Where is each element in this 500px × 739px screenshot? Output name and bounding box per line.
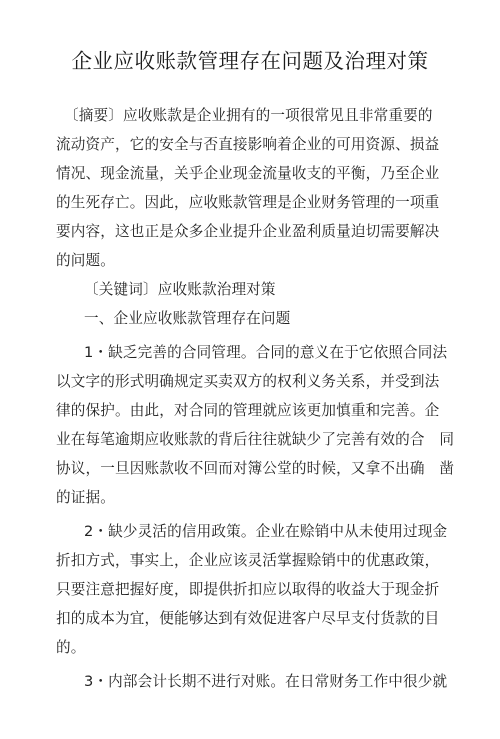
point-line: 以文字的形式明确规定买卖双方的权利义务关系，并受到法	[56, 373, 440, 390]
point-line: 只要注意把握好度，即提供折扣应以取得的收益大于现金折	[56, 581, 440, 598]
document-title: 企业应收账款管理存在问题及治理对策	[71, 49, 429, 73]
section-heading: 一、企业应收账款管理存在问题	[84, 310, 291, 327]
document-body	[56, 101, 455, 696]
abstract-line: 〔摘要〕应收账款是企业拥有的一项很常见且非常重要的	[64, 107, 433, 124]
point-line: 律的保护。由此，对合同的管理就应该更加慎重和完善。企	[56, 402, 440, 419]
point-line: 的。	[56, 639, 86, 656]
abstract-line: 情况、现金流量，关乎企业现金流量收支的平衡，乃至企业	[56, 165, 440, 182]
point-line: 3・内部会计长期不进行对账。在日常财务工作中很少就	[84, 673, 448, 690]
point-line: 2・缺少灵活的信用政策。企业在赊销中从未使用过现金	[84, 523, 448, 540]
abstract-line: 的生死存亡。因此，应收账款管理是企业财务管理的一项重	[56, 194, 440, 211]
point-line: 扣的成本为宜，便能够达到有效促进客户尽早支付货款的目	[56, 610, 440, 627]
point-2-paragraph	[56, 517, 448, 662]
abstract-line: 流动资产，它的安全与否直接影响着企业的可用资源、损益	[56, 136, 440, 153]
point-line: 的证据。	[56, 489, 115, 506]
point-1-paragraph	[56, 338, 455, 512]
point-line: 折扣方式，事实上，企业应该灵活掌握赊销中的优惠政策，	[56, 552, 440, 569]
point-line: 1・缺乏完善的合同管理。合同的意义在于它依照合同法	[84, 344, 448, 361]
abstract-line: 要内容，这也正是众多企业提升企业盈利质量迫切需要解决	[56, 223, 440, 240]
point-line: 业在每笔逾期应收账款的背后往往就缺少了完善有效的合 同	[56, 431, 455, 448]
point-3-paragraph	[56, 667, 448, 696]
abstract-line: 的问题。	[56, 252, 115, 269]
point-line: 协议，一旦因账款收不回而对簿公堂的时候，又拿不出确 凿	[56, 460, 455, 477]
keywords-line: 〔关键词〕应收账款治理对策	[84, 281, 276, 298]
abstract-paragraph	[56, 101, 448, 275]
